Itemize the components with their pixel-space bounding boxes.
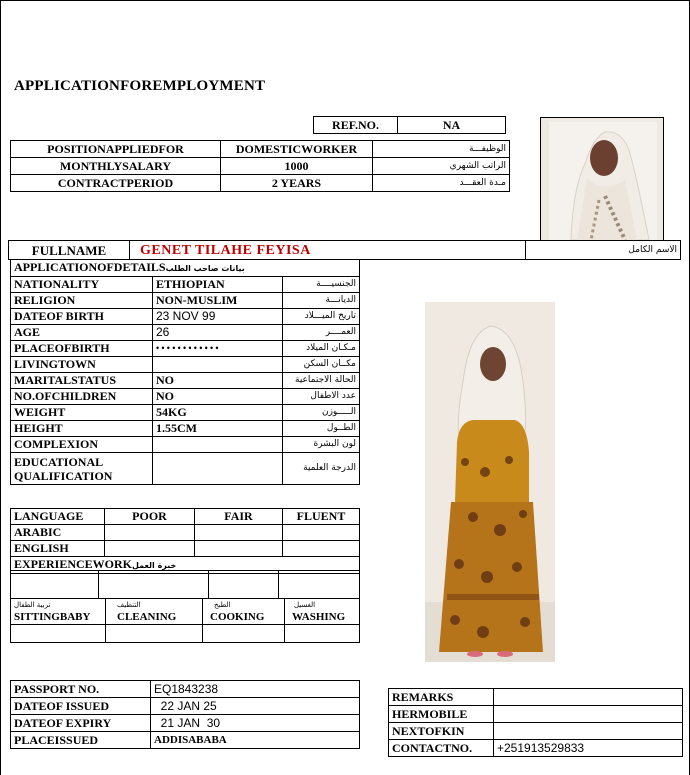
pob-label: PLACEOFBIRTH	[11, 341, 153, 357]
age-ar: العمــــر	[283, 325, 360, 341]
weight-value: 54KG	[153, 405, 283, 421]
dob-value: 23 NOV 99	[153, 309, 283, 325]
language-header-row	[11, 509, 360, 525]
ref-label: REF.NO.	[314, 117, 398, 134]
nextofkin-value	[494, 723, 683, 740]
contract-ar: مـدة العقـــد	[373, 175, 510, 192]
skill-cooking-ar: الطبخ	[214, 601, 231, 609]
expiry-label: DATEOF EXPIRY	[11, 715, 151, 732]
livingtown-ar: مكــان السكن	[283, 357, 360, 373]
religion-value: NON-MUSLIM	[153, 293, 283, 309]
arabic-fluent	[283, 525, 360, 541]
age-label: AGE	[11, 325, 153, 341]
weight-ar: الـــــوزن	[283, 405, 360, 421]
complexion-ar: لون البشرة	[283, 437, 360, 453]
salary-ar: الراتب الشهري	[373, 158, 510, 175]
dob-ar: تاريخ الميـــلاد	[283, 309, 360, 325]
hermobile-label: HERMOBILE	[389, 706, 494, 723]
livingtown-value	[153, 357, 283, 373]
place-issued-value: ADDISABABA	[151, 732, 360, 749]
pob-value: • • • • • • • • • • • •	[153, 341, 283, 357]
height-value: 1.55CM	[153, 421, 283, 437]
nextofkin-label: NEXTOFKIN	[389, 723, 494, 740]
complexion-value	[153, 437, 283, 453]
salary-label: MONTHLYSALARY	[11, 158, 221, 175]
remarks-value	[494, 689, 683, 706]
religion-label: RELIGION	[11, 293, 153, 309]
skills-row	[11, 599, 360, 625]
complexion-label: COMPLEXION	[11, 437, 153, 453]
details-header-ar: بيانات صاحب الطلب	[165, 264, 245, 273]
education-label: EDUCATIONAL QUALIFICATION	[11, 453, 153, 485]
arabic-poor	[105, 525, 195, 541]
age-value: 26	[153, 325, 283, 341]
religion-ar: الديانـــة	[283, 293, 360, 309]
details-header-row	[11, 260, 360, 277]
fair-header: FAIR	[195, 509, 283, 525]
marital-label: MARITALSTATUS	[11, 373, 153, 389]
remarks-row	[389, 689, 683, 706]
contact-label: CONTACTNO.	[389, 740, 494, 757]
experience-cell	[99, 571, 209, 599]
poor-header: POOR	[105, 509, 195, 525]
experience-label: EXPERIENCEWORK	[14, 557, 133, 571]
details-row	[11, 341, 360, 357]
contract-row	[11, 175, 510, 192]
details-table	[10, 259, 360, 485]
pob-ar: مـكـان الميلاد	[283, 341, 360, 357]
children-label: NO.OFCHILDREN	[11, 389, 153, 405]
details-row	[11, 453, 360, 485]
marital-value: NO	[153, 373, 283, 389]
skill-sittingbaby-ar: تربية الطفال	[14, 601, 51, 609]
fullname-value: GENET TILAHE FEYISA	[130, 241, 526, 260]
issued-label: DATEOF ISSUED	[11, 698, 151, 715]
experience-cell	[209, 571, 279, 599]
skill-cleaning-label: CLEANING	[117, 611, 177, 623]
details-row	[11, 421, 360, 437]
nationality-label: NATIONALITY	[11, 277, 153, 293]
skill-washing	[285, 599, 360, 625]
skill-check-cell	[11, 625, 106, 643]
full-body-photo	[425, 302, 555, 662]
children-ar: عدد الاطفال	[283, 389, 360, 405]
fullname-label: FULLNAME	[9, 241, 130, 260]
passport-no-label: PASSPORT NO.	[11, 681, 151, 698]
remarks-row	[389, 706, 683, 723]
experience-cell	[279, 571, 360, 599]
english-fair	[195, 541, 283, 557]
remarks-row	[389, 740, 683, 757]
position-label: POSITIONAPPLIEDFOR	[11, 141, 221, 158]
hermobile-value	[494, 706, 683, 723]
ref-table	[313, 116, 506, 134]
arabic-label: ARABIC	[11, 525, 105, 541]
children-value: NO	[153, 389, 283, 405]
experience-table	[10, 570, 360, 599]
details-row	[11, 277, 360, 293]
experience-row	[11, 571, 360, 599]
details-row	[11, 325, 360, 341]
salary-row	[11, 158, 510, 175]
salary-value: 1000	[221, 158, 373, 175]
details-row	[11, 373, 360, 389]
language-row	[11, 541, 360, 557]
contract-value: 2 YEARS	[221, 175, 373, 192]
fluent-header: FLUENT	[283, 509, 360, 525]
language-row	[11, 525, 360, 541]
ref-value: NA	[398, 117, 506, 134]
language-table	[10, 508, 360, 574]
weight-label: WEIGHT	[11, 405, 153, 421]
experience-cell	[11, 571, 99, 599]
arabic-fair	[195, 525, 283, 541]
education-ar: الدرجة العلمية	[283, 453, 360, 485]
details-row	[11, 405, 360, 421]
nationality-value: ETHIOPIAN	[153, 277, 283, 293]
document-title: APPLICATIONFOREMPLOYMENT	[14, 78, 266, 94]
skills-table	[10, 598, 360, 643]
skill-cleaning-ar: التنظيف	[117, 601, 141, 609]
skill-washing-ar: الغسيل	[294, 601, 316, 609]
details-row	[11, 293, 360, 309]
issued-value: 22 JAN 25	[151, 698, 360, 715]
livingtown-label: LIVINGTOWN	[11, 357, 153, 373]
details-row	[11, 389, 360, 405]
skill-sittingbaby-label: SITTINGBABY	[14, 611, 91, 623]
contact-value: +251913529833	[494, 740, 683, 757]
language-header: LANGUAGE	[11, 509, 105, 525]
portrait-photo	[540, 117, 664, 241]
skill-check-cell	[285, 625, 360, 643]
fullname-table	[8, 240, 681, 260]
fullname-ar: الاسم الكامل	[526, 241, 681, 260]
details-header-label: APPLICATIONOFDETAILS	[14, 260, 166, 274]
remarks-table	[388, 688, 683, 757]
position-row	[11, 141, 510, 158]
dob-label: DATEOF BIRTH	[11, 309, 153, 325]
skill-cooking-label: COOKING	[210, 611, 265, 623]
skill-check-cell	[203, 625, 285, 643]
passport-table	[10, 680, 360, 749]
remarks-label: REMARKS	[389, 689, 494, 706]
details-row	[11, 309, 360, 325]
marital-ar: الحالة الاجتماعية	[283, 373, 360, 389]
position-value: DOMESTICWORKER	[221, 141, 373, 158]
expiry-value: 21 JAN 30	[151, 715, 360, 732]
place-issued-label: PLACEISSUED	[11, 732, 151, 749]
english-fluent	[283, 541, 360, 557]
contract-label: CONTRACTPERIOD	[11, 175, 221, 192]
details-row	[11, 437, 360, 453]
skills-check-row	[11, 625, 360, 643]
education-value	[153, 453, 283, 485]
passport-row	[11, 715, 360, 732]
passport-row	[11, 681, 360, 698]
skill-washing-label: WASHING	[292, 611, 346, 623]
passport-row	[11, 698, 360, 715]
skill-check-cell	[106, 625, 203, 643]
details-row	[11, 357, 360, 373]
height-label: HEIGHT	[11, 421, 153, 437]
skill-cleaning	[106, 599, 203, 625]
english-label: ENGLISH	[11, 541, 105, 557]
passport-row	[11, 732, 360, 749]
position-ar: الوظيفـــة	[373, 141, 510, 158]
remarks-row	[389, 723, 683, 740]
nationality-ar: الجنسيــــة	[283, 277, 360, 293]
passport-no-value: EQ1843238	[151, 681, 360, 698]
height-ar: الطــول	[283, 421, 360, 437]
skill-cooking	[203, 599, 285, 625]
english-poor	[105, 541, 195, 557]
experience-ar: خبرة العمل	[132, 561, 177, 570]
position-table	[10, 140, 510, 192]
skill-sittingbaby	[11, 599, 106, 625]
